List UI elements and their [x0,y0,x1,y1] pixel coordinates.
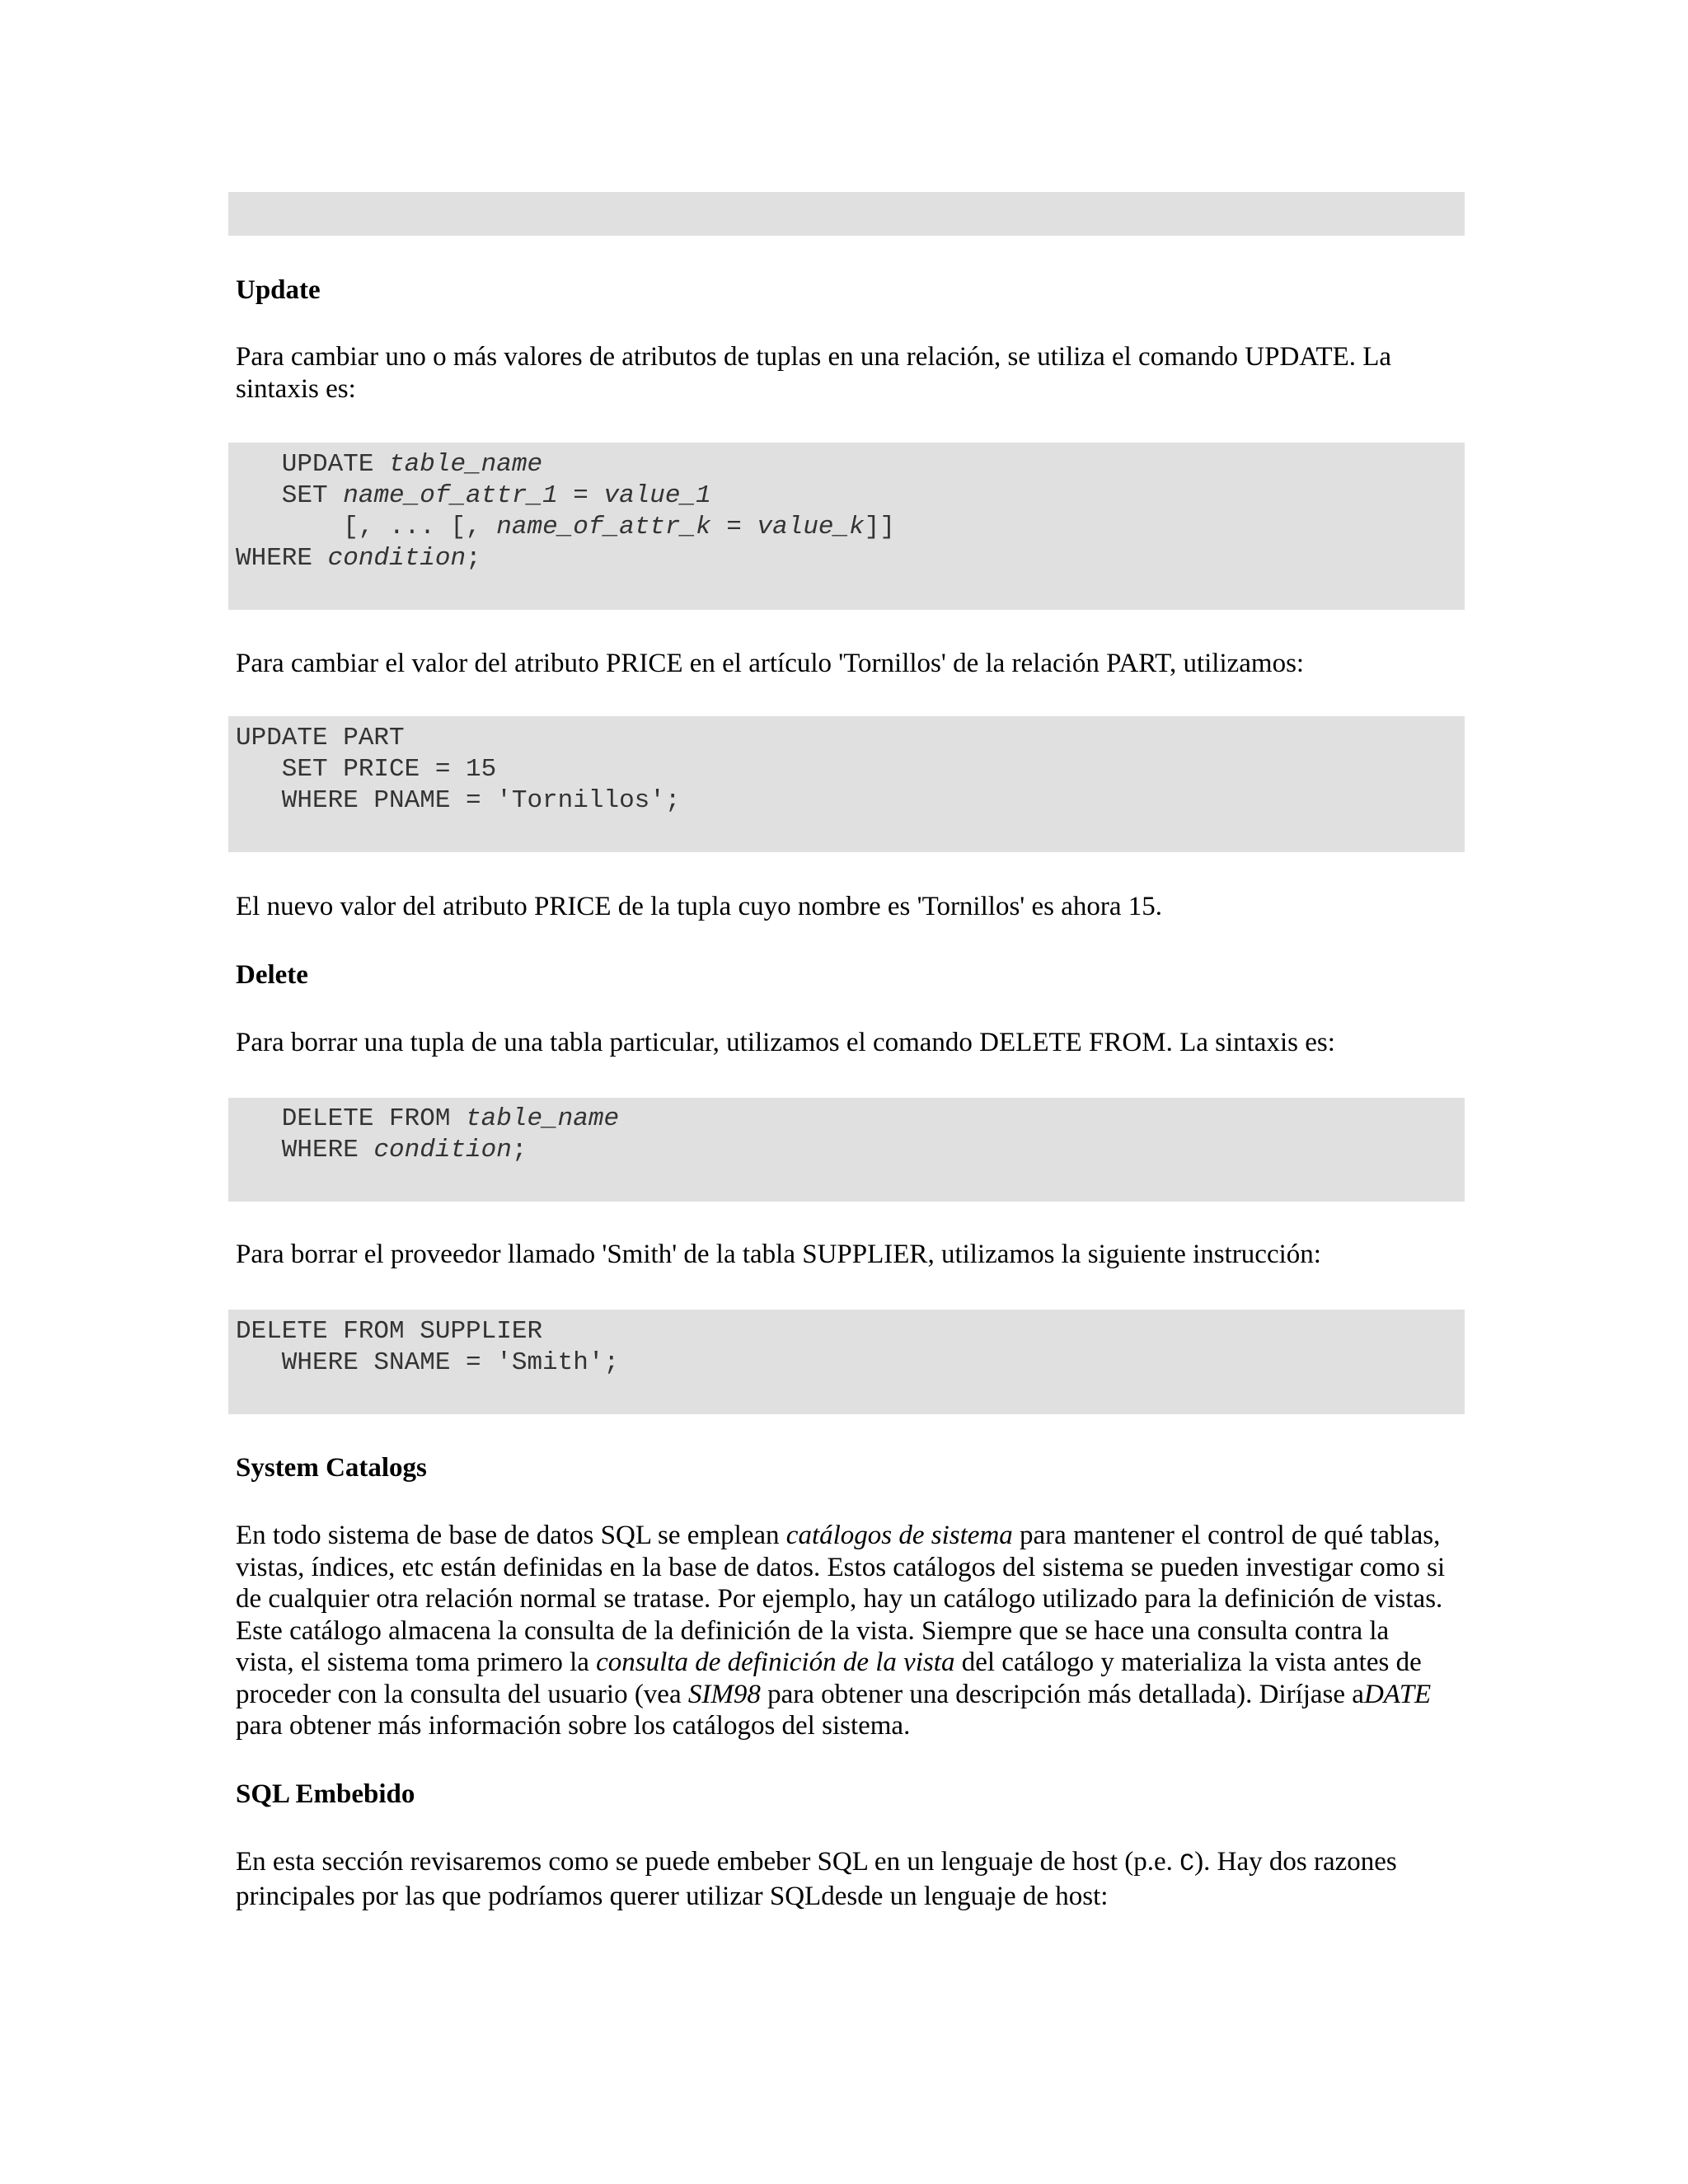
code-block-tail [228,192,1465,236]
heading-system-catalogs: System Catalogs [236,1453,427,1483]
update-example-intro: Para cambiar el valor del atributo PRICE en el artículo 'Tornillos' de la relación PART, utilizamos: [236,649,1305,678]
delete-syntax-code: DELETE FROM table_name WHERE condition; [236,1104,620,1165]
heading-delete: Delete [236,960,308,990]
heading-update: Update [236,275,321,305]
delete-intro: Para borrar una tupla de una tabla particular, utilizamos el comando DELETE FROM. La sintaxis es: [236,1028,1335,1057]
catalogs-paragraph: En todo sistema de base de datos SQL se emplean catálogos de sistema para mantener el control de qué tablas, vistas, índices, etc están definidas en la base de datos. Estos catálogos del sistema se pueden investigar como si de cualquier otra relación normal se tratase. Por ejemplo, hay un catálogo utilizado para la definición de vistas. Este catálogo almacena la consulta de la definición de la vista. Siempre que se hace una consulta contra la vista, el sistema toma primero la consulta de definición de la vista del catálogo y materializa la vista antes de proceder con la consulta del usuario (vea SIM98 para obtener una descripción más detallada). Diríjase aDATE para obtener más información sobre los catálogos del sistema. [236,1521,1446,1741]
heading-sql-embebido: SQL Embebido [236,1779,415,1809]
delete-example-code: DELETE FROM SUPPLIER WHERE SNAME = 'Smith'; [236,1317,620,1377]
embedded-paragraph: En esta sección revisaremos como se puede embeber SQL en un lenguaje de host (p.e. C). Hay dos razones principales por las que podríamos querer utilizar SQLdesde un lenguaje de host: [236,1847,1397,1911]
update-intro: Para cambiar uno o más valores de atributos de tuplas en una relación, se utiliza el comando UPDATE. La sintaxis es: [236,342,1392,404]
delete-example-intro: Para borrar el proveedor llamado 'Smith' de la tabla SUPPLIER, utilizamos la siguiente instrucción: [236,1240,1321,1269]
update-syntax-code: UPDATE table_name SET name_of_attr_1 = value_1 [, ... [, name_of_attr_k = value_k]] WHERE condition; [236,450,895,573]
update-result: El nuevo valor del atributo PRICE de la tupla cuyo nombre es 'Tornillos' es ahora 15. [236,892,1162,921]
update-example-code: UPDATE PART SET PRICE = 15 WHERE PNAME = 'Tornillos'; [236,724,681,815]
